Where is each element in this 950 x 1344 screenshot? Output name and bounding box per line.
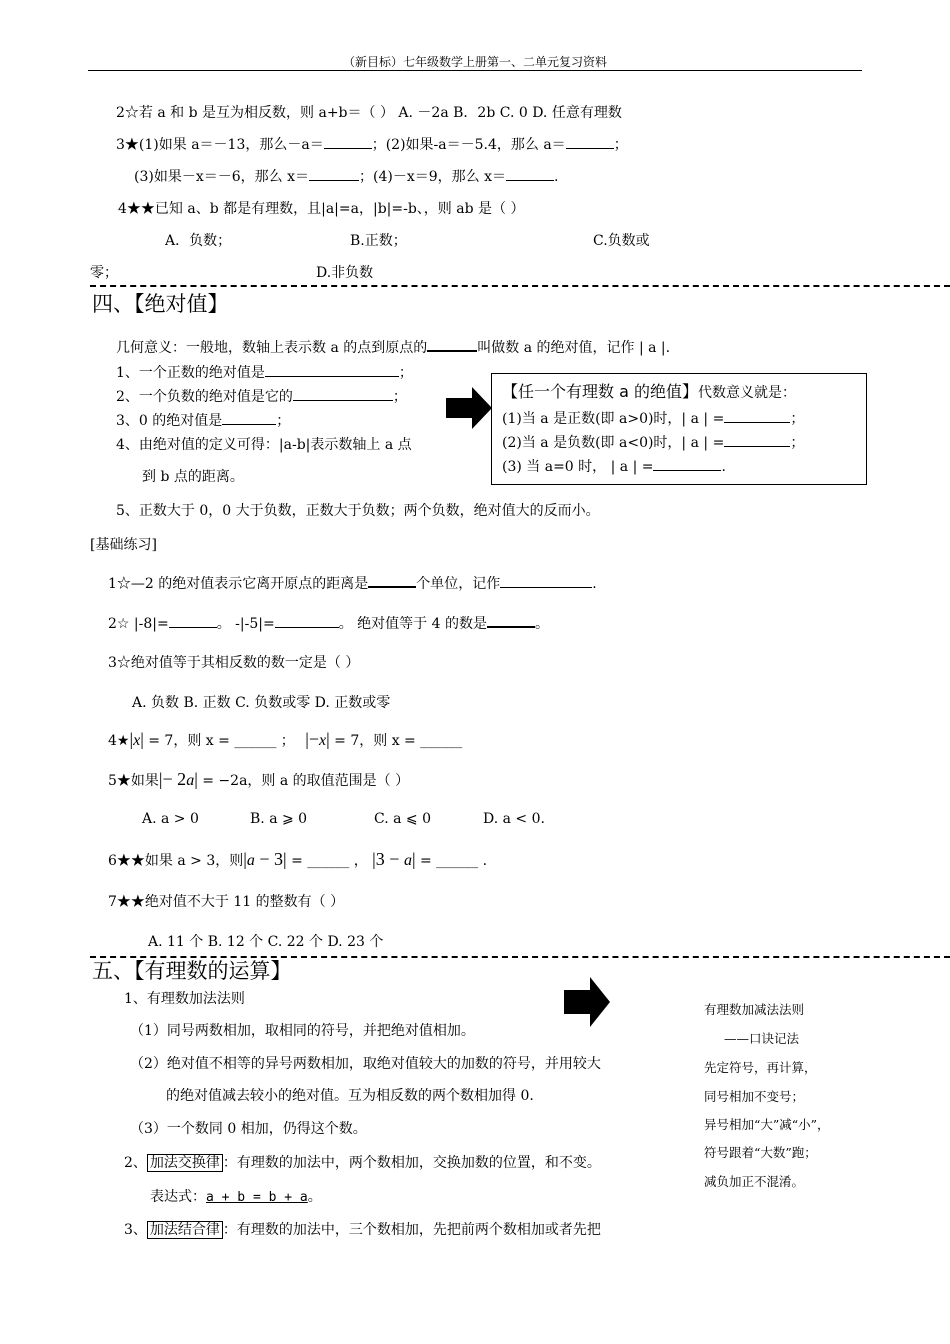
- rule-2: [116, 386, 407, 406]
- box-line-1: [502, 408, 804, 428]
- practice-5: [108, 769, 409, 790]
- mnemonic-line-4: 符号跟着“大数”跑；: [704, 1145, 817, 1160]
- p2-period: 。: [534, 616, 549, 632]
- p5-label: 5★如果: [108, 773, 159, 789]
- addition-rule-2-cont: 的绝对值减去较小的绝对值。互为相反数的两个数相加得 0.: [166, 1088, 534, 1104]
- mnemonic-title: 有理数加减法法则: [704, 1002, 805, 1017]
- q3-line1: [116, 134, 628, 154]
- box-title-tail: 代数意义就是：: [697, 385, 796, 401]
- practice-7: 7★★绝对值不大于 11 的整数有（ ）: [108, 894, 345, 910]
- p6-abs-1: |a − 3|: [243, 849, 287, 869]
- p2-blank-1: [169, 613, 217, 628]
- q3-period: .: [553, 169, 559, 185]
- rule-3-semicolon: ；: [276, 413, 291, 429]
- practice-1: [108, 572, 597, 593]
- mnemonic-line-1: 先定符号，再计算，: [704, 1060, 817, 1075]
- q3-2-blank: [566, 134, 614, 149]
- rule-1-semicolon: ；: [398, 365, 413, 381]
- rule-1-blank: [265, 362, 399, 377]
- commutative-formula: a + b = b + a: [206, 1190, 308, 1205]
- p5-option-b: B. a ⩾ 0: [250, 811, 308, 827]
- q4-opt-a: A．负数；: [165, 233, 232, 249]
- p2-text-b: 。 -|-5|=: [216, 616, 275, 632]
- section5-title: 五、【有理数的运算】: [92, 959, 292, 983]
- p2-text-c: 。 绝对值等于 4 的数是: [338, 616, 487, 632]
- right-arrow-icon: [446, 387, 492, 429]
- rule-2-semicolon: ；: [392, 389, 407, 405]
- practice-heading: [基础练习]: [90, 537, 157, 553]
- q3-2-text: ；(2)如果-a＝－5.4，那么 a＝: [371, 137, 566, 153]
- p6-label: 6★★如果 a > 3，则: [108, 853, 244, 869]
- p5-abs-expr: |− 2a|: [158, 769, 198, 789]
- rule-2-blank: [293, 386, 393, 401]
- algebraic-meaning-box: [491, 373, 867, 485]
- q4-opt-c-cont: 零；: [90, 265, 118, 281]
- commutative-number: 2、: [124, 1155, 147, 1171]
- q4: 4★★已知 a、b 都是有理数，且|a|=a，|b|=-b、，则 ab 是（ ）: [118, 201, 525, 217]
- box-line-2: [502, 432, 804, 452]
- geo-blank: [427, 336, 477, 352]
- geo-text-b: 叫做数 a 的绝对值，记作 | a |.: [477, 340, 671, 356]
- addition-rule-2: （2）绝对值不相等的异号两数相加，取绝对值较大的加数的符号，并用较大: [130, 1056, 601, 1072]
- p6-text-b: = ______ ，: [291, 853, 368, 869]
- q3-line2: [134, 166, 558, 186]
- rule-2-text: 2、一个负数的绝对值是它的: [116, 389, 293, 405]
- p1-blank-1: [368, 572, 416, 588]
- box-line-3-text: (3) 当 a=0 时， | a | =: [502, 459, 654, 475]
- p6-text-c: = ______ .: [420, 853, 488, 869]
- p4-abs-x: |x|: [129, 729, 144, 749]
- box-line-3-period: .: [721, 459, 726, 475]
- geo-text-a: 几何意义：一般地，数轴上表示数 a 的点到原点的: [116, 340, 428, 356]
- addition-rule-1: （1）同号两数相加，取相同的符号，并把绝对值相加。: [130, 1023, 475, 1039]
- box-line-1-text: (1)当 a 是正数(即 a>0)时，| a | =: [502, 411, 725, 427]
- commutative-law-text: ：有理数的加法中，两个数相加，交换加数的位置，和不变。: [222, 1155, 601, 1171]
- practice-3-options: A. 负数 B. 正数 C. 负数或零 D. 正数或零: [132, 695, 391, 711]
- box-line-1-blank: [724, 408, 790, 423]
- rule-1: [116, 362, 413, 382]
- q4-opt-d: D.非负数: [316, 265, 374, 281]
- associative-law-text: ：有理数的加法中，三个数相加，先把前两个数相加或者先把: [222, 1222, 601, 1238]
- mnemonic-line-2: 同号相加不变号；: [704, 1089, 805, 1104]
- p2-blank-2: [275, 613, 339, 628]
- section4-title: 四、【绝对值】: [92, 292, 229, 316]
- addition-rule-3: （3）一个数同 0 相加，仍得这个数。: [130, 1121, 367, 1137]
- rule-4-cont: 到 b 点的距离。: [142, 469, 244, 485]
- p5-option-c: C. a ⩽ 0: [374, 811, 431, 827]
- q4-opt-c: C.负数或: [593, 233, 650, 249]
- section-divider: [90, 285, 950, 287]
- right-arrow-icon: [564, 977, 610, 1027]
- rule-5: 5、正数大于 0，0 大于负数，正数大于负数；两个负数，绝对值大的反而小。: [116, 503, 600, 519]
- practice-7-options: A. 11 个 B. 12 个 C. 22 个 D. 23 个: [148, 934, 384, 950]
- q3-1-text: 3★(1)如果 a＝－13，那么－a＝: [116, 137, 324, 153]
- commutative-law: [124, 1152, 601, 1172]
- q3-semicolon: ；: [613, 137, 628, 153]
- p1-text-a: 1☆—2 的绝对值表示它离开原点的距离是: [108, 576, 369, 592]
- box-line-2-text: (2)当 a 是负数(即 a<0)时，| a | =: [502, 435, 725, 451]
- practice-2: [108, 612, 549, 633]
- commutative-expression: [150, 1186, 322, 1206]
- expression-label: 表达式：: [150, 1189, 206, 1205]
- rule-1-text: 1、一个正数的绝对值是: [116, 365, 265, 381]
- rule-4: 4、由绝对值的定义可得：|a-b|表示数轴上 a 点: [116, 437, 412, 453]
- q3-3-text: (3)如果－x＝－6，那么 x＝: [134, 169, 309, 185]
- associative-law-term: 加法结合律: [147, 1221, 223, 1239]
- p5-option-d: D. a < 0.: [483, 811, 545, 827]
- p6-abs-2: |3 − a|: [372, 849, 416, 869]
- p4-text-b: = 7，则 x = ______ ；: [148, 733, 295, 749]
- expression-period: 。: [307, 1189, 322, 1205]
- p2-blank-3: [487, 612, 535, 628]
- practice-6: [108, 849, 487, 870]
- box-line-2-blank: [724, 432, 790, 447]
- page-header: （新目标）七年级数学上册第一、二单元复习资料: [342, 55, 607, 69]
- rule-3-text: 3、0 的绝对值是: [116, 413, 223, 429]
- q3-4-blank: [506, 166, 554, 181]
- box-title-text: 【任一个有理数 a 的绝值】: [502, 382, 698, 401]
- mnemonic-line-3: 异号相加“大”减“小”，: [704, 1117, 830, 1132]
- p4-label: 4★: [108, 733, 130, 749]
- mnemonic-subtitle: ——口诀记法: [724, 1031, 800, 1046]
- p5-option-a: A. a > 0: [142, 811, 199, 827]
- rule-3: [116, 410, 290, 430]
- mnemonic-line-5: 减负加正不混淆。: [704, 1174, 805, 1189]
- practice-3: 3☆绝对值等于其相反数的数一定是（ ）: [108, 655, 360, 671]
- box-line-3: [502, 456, 726, 476]
- q3-4-text: ；(4)－x＝9，那么 x＝: [358, 169, 506, 185]
- commutative-law-term: 加法交换律: [147, 1154, 223, 1172]
- p2-text-a: 2☆ |-8|=: [108, 616, 169, 632]
- p1-text-b: 个单位，记作: [416, 576, 501, 592]
- rule-3-blank: [222, 410, 276, 425]
- p4-text-c: = 7，则 x = ______: [334, 733, 463, 749]
- box-title: [502, 379, 796, 402]
- p5-text: = −2a，则 a 的取值范围是（ ）: [202, 773, 410, 789]
- q3-3-blank: [309, 166, 359, 181]
- geometric-meaning: [116, 336, 670, 357]
- q4-opt-b: B.正数；: [350, 233, 407, 249]
- practice-4: [108, 729, 462, 750]
- addition-rules-heading: 1、有理数加法法则: [124, 991, 245, 1007]
- box-line-2-semicolon: ；: [790, 435, 805, 451]
- box-line-3-blank: [653, 456, 721, 471]
- associative-law: [124, 1219, 601, 1239]
- box-line-1-semicolon: ；: [790, 411, 805, 427]
- associative-number: 3、: [124, 1222, 147, 1238]
- q2: 2☆若 a 和 b 是互为相反数，则 a+b＝（ ） A. －2a B．2b C. 0 D. 任意有理数: [116, 105, 622, 121]
- p1-blank-2: [500, 573, 592, 588]
- header-rule: [88, 70, 862, 71]
- p4-abs-neg-x: |−x|: [305, 729, 330, 749]
- q3-1-blank: [324, 134, 372, 149]
- p1-period: .: [592, 576, 597, 592]
